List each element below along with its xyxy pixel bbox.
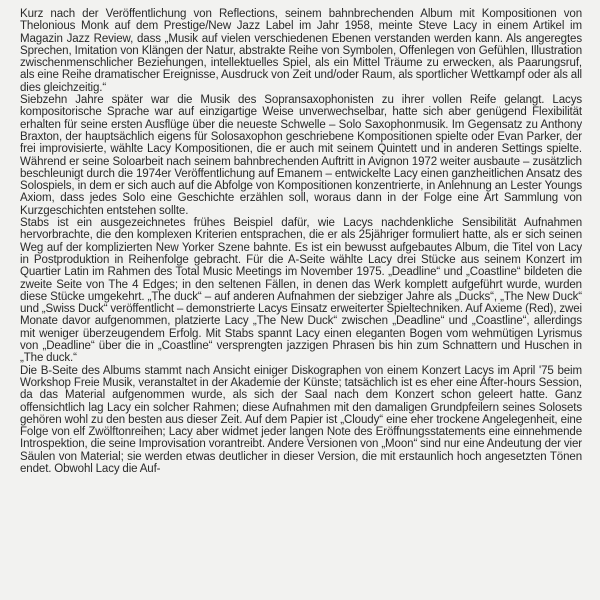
paragraph-side-b: Die B-Seite des Albums stammt nach Ansicht einiger Diskographen von einem Konzert Lacys im April '75 beim Workshop Freie Musik, veranstaltet in der Akademie der Künste; tatsächlich ist es eher eine After-hours Session, da das Material aufgenommen wurde, als sich der Saal nach dem Konzert schon geleert hatte. Ganz offensichtlich lag Lacy ein solcher Rahmen; diese Aufnahmen mit den damaligen Grundpfeilern seines Solosets gehören wohl zu den besten aus dieser Zeit. Auf dem Papier ist „Cloudy“ eine eher trockene Angelegenheit, eine Folge von elf Zwölftonreihen; Lacy aber widmet jeder langen Note des Eröffnungsstatements eine einnehmende Introspektion, die seine Improvisation vorantreibt. Andere Versionen von „Moon“ sind nur eine Andeutung der vier Säulen von Material; sie werden etwas deutlicher in dieser Version, die mit erstaunlich hoch angesetzten Tönen endet. Obwohl Lacy die Auf- [20, 364, 582, 475]
paragraph-stabs-side-a: Stabs ist ein ausgezeichnetes frühes Beispiel dafür, wie Lacys nachdenkliche Sensibilität Aufnahmen hervorbrachte, die den komplexen Kriterien entsprachen, die er als 25jähriger formuliert hatte, als er sich seinen Weg auf der komplizierten New Yorker Szene bahnte. Es ist ein bewusst aufgebautes Album, die Titel von Lacy in Postproduktion in Reihenfolge gebracht. Für die A-Seite wählte Lacy drei Stücke aus seinem Konzert im Quartier Latin im Rahmen des Total Music Meetings im November 1975. „Deadline“ und „Coastline“ bildeten die zweite Seite von The 4 Edges; in den seltenen Fällen, in denen das Werk komplett aufgeführt wurde, wurden diese Stücke umgekehrt. „The duck“ – auf anderen Aufnahmen der siebziger Jahre als „Ducks“, „The New Duck“ und „Swiss Duck“ veröffentlicht – demonstrierte Lacys Einsatz erweiterter Spieltechniken. Auf Axieme (Red), zwei Monate davor aufgenommen, platzierte Lacy „The New Duck“ zwischen „Deadline“ und „Coastline“, allerdings mit weniger überzeugendem Erfolg. Mit Stabs spannt Lacy einen eleganten Bogen vom wehmütigen Lyrismus von „Deadline“ über die in „Coastline“ versprengten jazzigen Phrasen bis hin zum Schnattern und Huschen in „The duck.“ [20, 217, 582, 365]
paragraph-solo-approach: Siebzehn Jahre später war die Musik des Sopransaxophonisten zu ihrer vollen Reife gelangt. Lacys kompositorische Sprache war auf einzigartige Weise unverwechselbar, hatte sich aber genügend Flexibilität erhalten für seine ersten Ausflüge über die neueste Schwelle – Solo Saxophonmusik. Im Gegensatz zu Anthony Braxton, der hauptsächlich eigens für Solosaxophon geschriebene Kompositionen spielte oder Evan Parker, der frei improvisierte, wählte Lacy Kompositionen, die er auch mit seinem Quintett und in anderen Settings spielte. Während er seine Soloarbeit nach seinem bahnbrechenden Auftritt in Avignon 1972 weiter ausbaute – zusätzlich beschleunigt durch die 1974er Veröffentlichung auf Emanem – entwickelte Lacy einen ganzheitlichen Ansatz des Solospiels, in dem er sich auch auf die Abfolge von Kompositionen konzentrierte, in Anlehnung an Lester Youngs Axiom, dass jedes Solo eine Geschichte erzählen soll, woraus dann in der Folge eine Art Sammlung von Kurzgeschichten entstehen sollte. [20, 94, 582, 217]
document-page [20, 8, 582, 592]
paragraph-reflections-quote: Kurz nach der Veröffentlichung von Reflections, seinem bahnbrechenden Album mit Kompositionen von Thelonious Monk auf dem Prestige/New Jazz Label im Jahr 1958, meinte Steve Lacy in einem Artikel im Magazin Jazz Review, dass „Musik auf vielen verschiedenen Ebenen verstanden werden kann. Als angeregtes Sprechen, Imitation von Klängen der Natur, abstrakte Reihe von Symbolen, Offenlegen von Gefühlen, Illustration zwischenmenschlicher Beziehungen, intellektuelles Spiel, als ein Mittel Träume zu erwecken, als Paarungsruf, als eine Reihe dramatischer Ereignisse, Ausdruck von Zeit und/oder Raum, als sportlicher Wettkampf oder als all dies gleichzeitig.“ [20, 8, 582, 94]
